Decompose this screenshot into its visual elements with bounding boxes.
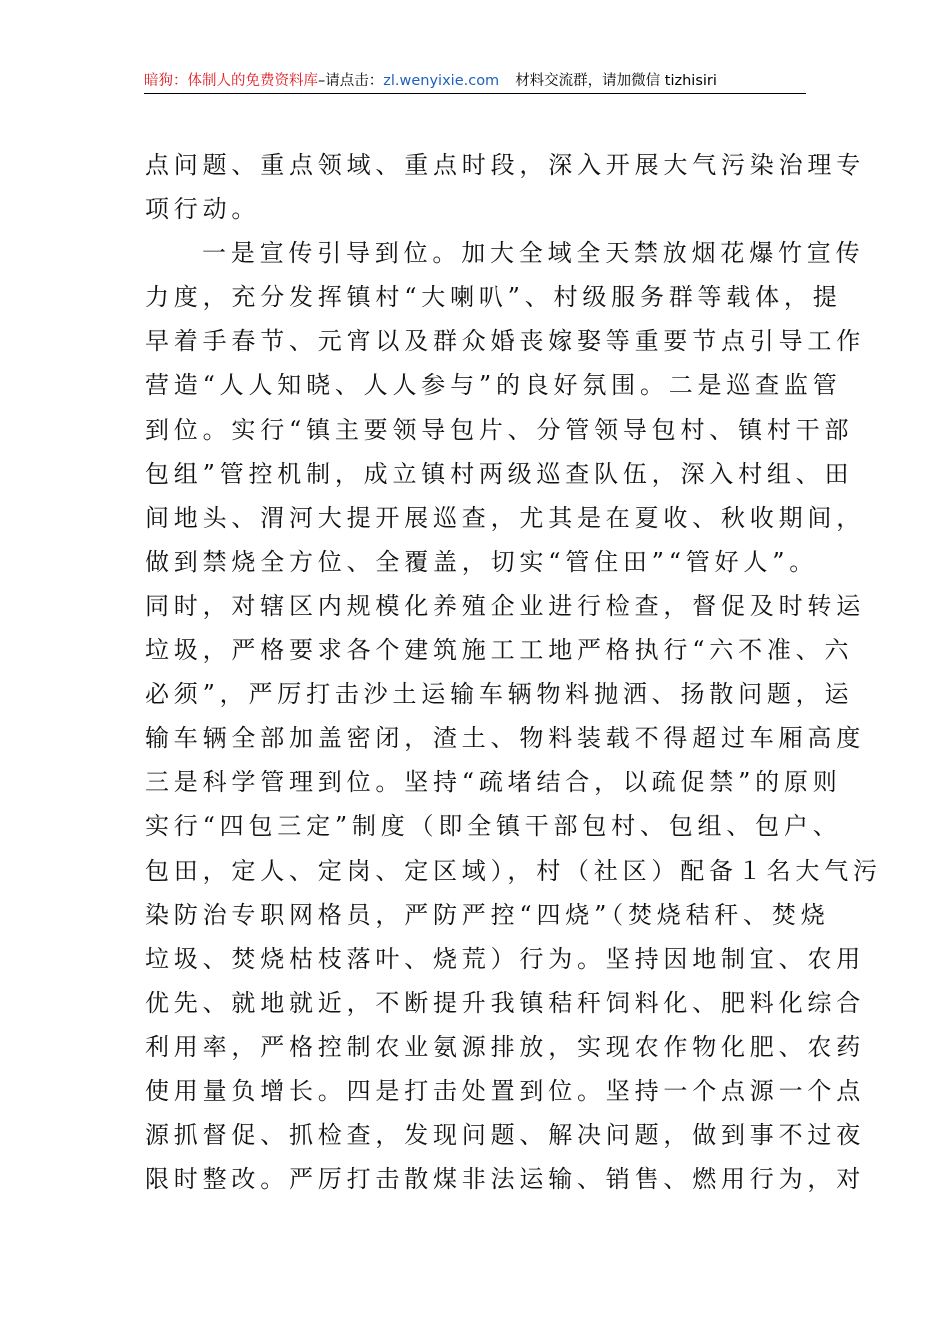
text-line: 力度，充分发挥镇村“大喇叭”、村级服务群等载体，提 [145,283,842,312]
text-line: 做到禁烧全方位、全覆盖，切实“管住田”“管好人”。 [145,547,819,576]
text-line: 营造“人人知晓、人人参与”的良好氛围。二是巡查监管 [145,371,842,400]
text-line: 项行动。 [145,195,261,224]
text-line: 到位。实行“镇主要领导包片、分管领导包村、镇村干部 [145,415,854,444]
text-line: 优先、就地就近，不断提升我镇秸秆饲料化、肥料化综合 [145,988,865,1017]
text-line: 包组”管控机制，成立镇村两级巡查队伍，深入村组、田 [145,459,854,488]
text-line: 输车辆全部加盖密闭，渣土、物料装载不得超过车厢高度 [145,724,865,753]
text-line: 包田，定人、定岗、定区域），村（社区）配备１名大气污 [145,856,882,885]
body-text [145,143,882,1201]
text-line: 源抓督促、抓检查，发现问题、解决问题，做到事不过夜 [145,1121,865,1150]
text-line: 使用量负增长。四是打击处置到位。坚持一个点源一个点 [145,1076,865,1105]
text-line: 必须”，严厉打击沙土运输车辆物料抛洒、扬散问题，运 [145,680,854,709]
text-line: 限时整改。严厉打击散煤非法运输、销售、燃用行为，对 [145,1165,865,1194]
header-divider [144,93,806,94]
text-line: 早着手春节、元宵以及群众婚丧嫁娶等重要节点引导工作 [145,327,865,356]
header-group-note: 材料交流群，请加微信 tizhisiri [515,73,717,89]
header-site-name: 暗狗：体制人的免费资料库 [144,73,318,89]
text-line: 实行“四包三定”制度（即全镇干部包村、包组、包户、 [145,812,842,841]
text-line: 点问题、重点领域、重点时段，深入开展大气污染治理专 [145,151,865,179]
text-line: 染防治专职网格员，严防严控“四烧”（焚烧秸秆、焚烧 [145,900,830,929]
page-header [144,70,806,92]
text-line: 同时，对辖区内规模化养殖企业进行检查，督促及时转运 [145,591,865,620]
text-line: 三是科学管理到位。坚持“疏堵结合，以疏促禁”的原则 [145,768,842,797]
text-line: 垃圾，严格要求各个建筑施工工地严格执行“六不准、六 [145,636,854,665]
header-url-link[interactable]: zl.wenyixie.com [383,73,500,89]
text-line: 一是宣传引导到位。加大全域全天禁放烟花爆竹宣传 [202,239,865,268]
text-line: 利用率，严格控制农业氨源排放，实现农作物化肥、农药 [145,1032,865,1061]
text-line: 垃圾、焚烧枯枝落叶、烧荒）行为。坚持因地制宜、农用 [145,944,865,973]
header-link-prompt: –请点击： [318,73,384,89]
text-line: 间地头、渭河大提开展巡查，尤其是在夏收、秋收期间， [145,503,865,532]
